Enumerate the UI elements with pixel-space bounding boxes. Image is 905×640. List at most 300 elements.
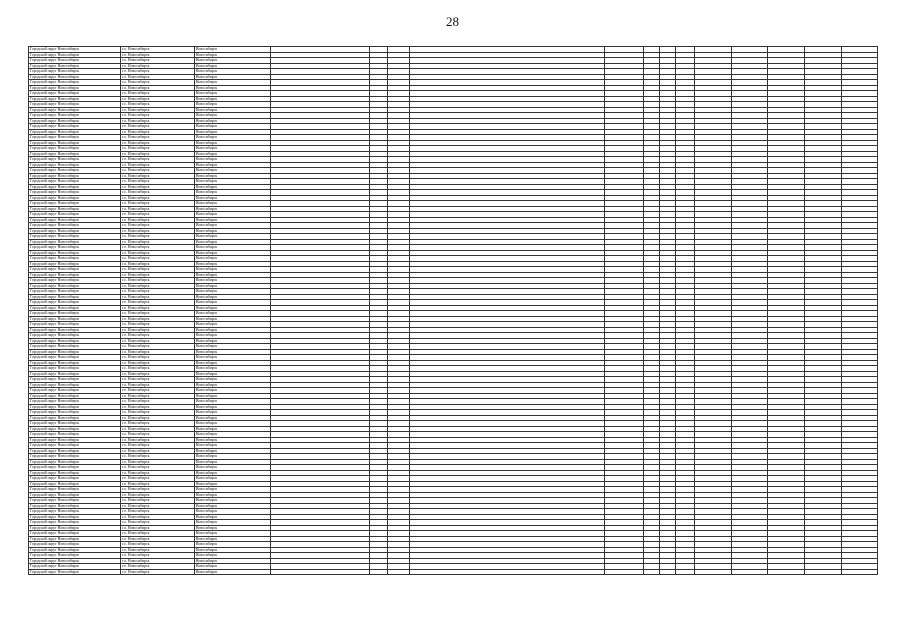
table-cell: Новосибирск [194, 91, 271, 97]
table-cell: Новосибирск [194, 432, 271, 438]
table-cell: Новосибирск [194, 245, 271, 251]
table-cell: г.о. Новосибирск [121, 118, 195, 124]
table-cell: Городской округ Новосибирск [29, 278, 121, 284]
table-cell: Городской округ Новосибирск [29, 250, 121, 256]
table-cell: Городской округ Новосибирск [29, 124, 121, 130]
table-cell: Городской округ Новосибирск [29, 239, 121, 245]
table-cell: г.о. Новосибирск [121, 184, 195, 190]
table-cell: г.о. Новосибирск [121, 129, 195, 135]
table-cell [604, 569, 643, 575]
table-cell: Новосибирск [194, 377, 271, 383]
table-cell: Новосибирск [194, 85, 271, 91]
table-cell: Новосибирск [194, 272, 271, 278]
table-cell: Городской округ Новосибирск [29, 245, 121, 251]
table-cell: Городской округ Новосибирск [29, 168, 121, 174]
table-cell: Городской округ Новосибирск [29, 179, 121, 185]
table-cell: Городской округ Новосибирск [29, 74, 121, 80]
table-cell: Новосибирск [194, 509, 271, 515]
table-cell: Городской округ Новосибирск [29, 360, 121, 366]
table-cell: Городской округ Новосибирск [29, 333, 121, 339]
table-cell: г.о. Новосибирск [121, 212, 195, 218]
table-cell: г.о. Новосибирск [121, 234, 195, 240]
table-cell: Городской округ Новосибирск [29, 542, 121, 548]
table-cell: Новосибирск [194, 146, 271, 152]
table-cell: Городской округ Новосибирск [29, 113, 121, 119]
table-cell [694, 569, 731, 575]
table-cell: Городской округ Новосибирск [29, 553, 121, 559]
table-cell: Городской округ Новосибирск [29, 355, 121, 361]
table-cell: г.о. Новосибирск [121, 470, 195, 476]
table-cell: Городской округ Новосибирск [29, 404, 121, 410]
table-cell: Городской округ Новосибирск [29, 525, 121, 531]
table-cell: Новосибирск [194, 476, 271, 482]
table-cell: г.о. Новосибирск [121, 316, 195, 322]
table-cell: Городской округ Новосибирск [29, 509, 121, 515]
table-cell: Новосибирск [194, 520, 271, 526]
table-cell: Городской округ Новосибирск [29, 267, 121, 273]
table-cell: Новосибирск [194, 190, 271, 196]
table-cell: Городской округ Новосибирск [29, 432, 121, 438]
table-cell: г.о. Новосибирск [121, 157, 195, 163]
table-cell: Новосибирск [194, 58, 271, 64]
table-cell: г.о. Новосибирск [121, 47, 195, 53]
table-cell: г.о. Новосибирск [121, 426, 195, 432]
table-cell: Новосибирск [194, 239, 271, 245]
table-cell: г.о. Новосибирск [121, 355, 195, 361]
table-cell: Городской округ Новосибирск [29, 140, 121, 146]
table-cell: г.о. Новосибирск [121, 179, 195, 185]
table-cell: г.о. Новосибирск [121, 459, 195, 465]
table-cell: Городской округ Новосибирск [29, 498, 121, 504]
table-cell: Новосибирск [194, 283, 271, 289]
table-cell: Новосибирск [194, 327, 271, 333]
table-cell: Новосибирск [194, 349, 271, 355]
table-cell: Новосибирск [194, 421, 271, 427]
table-cell: Городской округ Новосибирск [29, 443, 121, 449]
table-cell: Новосибирск [194, 553, 271, 559]
table-cell: Новосибирск [194, 113, 271, 119]
table-cell: Новосибирск [194, 289, 271, 295]
table-cell: Городской округ Новосибирск [29, 316, 121, 322]
table-cell: Новосибирск [194, 366, 271, 372]
table-cell: Новосибирск [194, 316, 271, 322]
table-cell [805, 569, 842, 575]
table-cell: Городской округ Новосибирск [29, 289, 121, 295]
table-cell: г.о. Новосибирск [121, 498, 195, 504]
table-cell: Новосибирск [194, 355, 271, 361]
table-cell: Городской округ Новосибирск [29, 52, 121, 58]
table-cell: г.о. Новосибирск [121, 146, 195, 152]
table-cell: Новосибирск [194, 228, 271, 234]
table-cell: Новосибирск [194, 393, 271, 399]
table-cell: Новосибирск [194, 487, 271, 493]
table-cell: Новосибирск [194, 168, 271, 174]
table-cell: Новосибирск [194, 52, 271, 58]
table-cell: Новосибирск [194, 201, 271, 207]
table-cell: г.о. Новосибирск [121, 322, 195, 328]
table-cell: Новосибирск [194, 124, 271, 130]
table-cell: Городской округ Новосибирск [29, 393, 121, 399]
table-cell: г.о. Новосибирск [121, 454, 195, 460]
table-cell: Городской округ Новосибирск [29, 547, 121, 553]
table-cell: Новосибирск [194, 470, 271, 476]
table-cell: Городской округ Новосибирск [29, 437, 121, 443]
table-cell: г.о. Новосибирск [121, 525, 195, 531]
table-cell: г.о. Новосибирск [121, 168, 195, 174]
table-cell: Городской округ Новосибирск [29, 465, 121, 471]
table-cell: Городской округ Новосибирск [29, 272, 121, 278]
table-cell: Городской округ Новосибирск [29, 481, 121, 487]
table-cell: г.о. Новосибирск [121, 283, 195, 289]
table-cell: г.о. Новосибирск [121, 294, 195, 300]
table-cell: Новосибирск [194, 382, 271, 388]
table-cell: Новосибирск [194, 399, 271, 405]
table-cell: Городской округ Новосибирск [29, 91, 121, 97]
table-cell [643, 569, 659, 575]
table-cell: г.о. Новосибирск [121, 190, 195, 196]
table-cell [660, 569, 676, 575]
page-number: 28 [446, 14, 459, 29]
table-cell: г.о. Новосибирск [121, 542, 195, 548]
table-cell: Новосибирск [194, 514, 271, 520]
table-cell: Новосибирск [194, 278, 271, 284]
table-cell [768, 569, 805, 575]
table-cell: г.о. Новосибирск [121, 162, 195, 168]
table-cell: г.о. Новосибирск [121, 558, 195, 564]
table-cell: Новосибирск [194, 564, 271, 570]
table-cell: г.о. Новосибирск [121, 503, 195, 509]
table-cell: Новосибирск [194, 63, 271, 69]
table-cell: г.о. Новосибирск [121, 102, 195, 108]
table-cell [369, 569, 387, 575]
table-cell: Городской округ Новосибирск [29, 382, 121, 388]
table-cell: Городской округ Новосибирск [29, 448, 121, 454]
table-cell: Новосибирск [194, 426, 271, 432]
table-cell: г.о. Новосибирск [121, 531, 195, 537]
table-cell: Новосибирск [194, 542, 271, 548]
table-cell: г.о. Новосибирск [121, 421, 195, 427]
table-cell: Новосибирск [194, 96, 271, 102]
table-cell: Городской округ Новосибирск [29, 371, 121, 377]
table-cell: Городской округ Новосибирск [29, 415, 121, 421]
table-cell: Новосибирск [194, 437, 271, 443]
table-cell: г.о. Новосибирск [121, 58, 195, 64]
table-cell: Новосибирск [194, 140, 271, 146]
table-cell: Новосибирск [194, 107, 271, 113]
table-cell: Новосибирск [194, 531, 271, 537]
table-cell: Новосибирск [194, 157, 271, 163]
table-cell: Городской округ Новосибирск [29, 228, 121, 234]
table-cell: Новосибирск [194, 74, 271, 80]
table-cell: Городской округ Новосибирск [29, 294, 121, 300]
table-cell: г.о. Новосибирск [121, 382, 195, 388]
table-cell: Новосибирск [194, 344, 271, 350]
table-cell: Новосибирск [194, 261, 271, 267]
table-cell: Новосибирск [194, 410, 271, 416]
table-cell: г.о. Новосибирск [121, 140, 195, 146]
table-cell: г.о. Новосибирск [121, 536, 195, 542]
table-cell: Городской округ Новосибирск [29, 201, 121, 207]
table-cell: г.о. Новосибирск [121, 514, 195, 520]
table-cell: Новосибирск [194, 360, 271, 366]
table-cell: Городской округ Новосибирск [29, 146, 121, 152]
table-cell: Городской округ Новосибирск [29, 470, 121, 476]
table-cell: г.о. Новосибирск [121, 344, 195, 350]
table-cell: г.о. Новосибирск [121, 476, 195, 482]
table-cell: г.о. Новосибирск [121, 432, 195, 438]
table-cell: Городской округ Новосибирск [29, 327, 121, 333]
table-cell: г.о. Новосибирск [121, 305, 195, 311]
table-cell: г.о. Новосибирск [121, 300, 195, 306]
table-cell: Новосибирск [194, 305, 271, 311]
table-cell: Новосибирск [194, 525, 271, 531]
table-cell: г.о. Новосибирск [121, 69, 195, 75]
table-cell: Городской округ Новосибирск [29, 377, 121, 383]
table-cell: Городской округ Новосибирск [29, 162, 121, 168]
table-cell: Новосибирск [194, 179, 271, 185]
table-cell: г.о. Новосибирск [121, 63, 195, 69]
table-cell: Новосибирск [194, 443, 271, 449]
table-cell: Новосибирск [194, 459, 271, 465]
table-cell: Городской округ Новосибирск [29, 283, 121, 289]
table-cell: Городской округ Новосибирск [29, 536, 121, 542]
table-cell: г.о. Новосибирск [121, 195, 195, 201]
table-cell: Новосибирск [194, 234, 271, 240]
table-cell: Новосибирск [194, 415, 271, 421]
table-cell: г.о. Новосибирск [121, 124, 195, 130]
table-cell: г.о. Новосибирск [121, 267, 195, 273]
table-cell: г.о. Новосибирск [121, 151, 195, 157]
table-cell: Новосибирск [194, 481, 271, 487]
table-cell: г.о. Новосибирск [121, 553, 195, 559]
table-cell: г.о. Новосибирск [121, 80, 195, 86]
table-cell: Новосибирск [194, 206, 271, 212]
table-cell: г.о. Новосибирск [121, 410, 195, 416]
table-cell: г.о. Новосибирск [121, 333, 195, 339]
table-cell: Городской округ Новосибирск [29, 135, 121, 141]
table-cell: Городской округ Новосибирск [29, 531, 121, 537]
table-cell: Новосибирск [194, 404, 271, 410]
table-cell: Городской округ Новосибирск [29, 410, 121, 416]
table-cell: Новосибирск [194, 558, 271, 564]
table-cell: г.о. Новосибирск [121, 399, 195, 405]
table-cell: Новосибирск [194, 311, 271, 317]
table-cell: г.о. Новосибирск [121, 487, 195, 493]
table-cell: Городской округ Новосибирск [29, 564, 121, 570]
table-cell: Новосибирск [194, 69, 271, 75]
table-cell: Новосибирск [194, 173, 271, 179]
table-cell: г.о. Новосибирск [121, 547, 195, 553]
table-cell: Новосибирск [194, 371, 271, 377]
table-cell: Городской округ Новосибирск [29, 459, 121, 465]
table-cell: Новосибирск [194, 223, 271, 229]
table-cell: г.о. Новосибирск [121, 569, 195, 575]
table-cell: г.о. Новосибирск [121, 349, 195, 355]
table-cell: Новосибирск [194, 256, 271, 262]
table-cell: Городской округ Новосибирск [29, 421, 121, 427]
table-cell: г.о. Новосибирск [121, 289, 195, 295]
table-cell: г.о. Новосибирск [121, 223, 195, 229]
table-cell: г.о. Новосибирск [121, 113, 195, 119]
table-cell: Городской округ Новосибирск [29, 349, 121, 355]
table-cell: г.о. Новосибирск [121, 520, 195, 526]
table-cell: г.о. Новосибирск [121, 91, 195, 97]
table-cell: Городской округ Новосибирск [29, 58, 121, 64]
table-cell: Городской округ Новосибирск [29, 206, 121, 212]
table-cell: Городской округ Новосибирск [29, 151, 121, 157]
table-cell: г.о. Новосибирск [121, 415, 195, 421]
table-cell: г.о. Новосибирск [121, 371, 195, 377]
table-cell: Городской округ Новосибирск [29, 195, 121, 201]
table-cell: Городской округ Новосибирск [29, 173, 121, 179]
table-cell: г.о. Новосибирск [121, 388, 195, 394]
table-cell: Городской округ Новосибирск [29, 514, 121, 520]
table-row [29, 569, 878, 575]
table-cell: г.о. Новосибирск [121, 206, 195, 212]
table-cell: Городской округ Новосибирск [29, 129, 121, 135]
table-cell: г.о. Новосибирск [121, 256, 195, 262]
table-cell: Городской округ Новосибирск [29, 102, 121, 108]
table-cell: Городской округ Новосибирск [29, 454, 121, 460]
table-cell: Новосибирск [194, 569, 271, 575]
table-cell [731, 569, 768, 575]
table-cell [676, 569, 694, 575]
table-cell: Новосибирск [194, 547, 271, 553]
table-cell: Городской округ Новосибирск [29, 234, 121, 240]
table-cell: г.о. Новосибирск [121, 338, 195, 344]
table-cell: Городской округ Новосибирск [29, 322, 121, 328]
table-cell: г.о. Новосибирск [121, 261, 195, 267]
table-cell: г.о. Новосибирск [121, 74, 195, 80]
table-cell: Городской округ Новосибирск [29, 184, 121, 190]
table-cell: Городской округ Новосибирск [29, 311, 121, 317]
table-cell: Новосибирск [194, 80, 271, 86]
table-cell: г.о. Новосибирск [121, 393, 195, 399]
table-cell: Новосибирск [194, 454, 271, 460]
table-cell: Городской округ Новосибирск [29, 256, 121, 262]
table-cell: Городской округ Новосибирск [29, 487, 121, 493]
data-table [28, 46, 878, 575]
table-cell: г.о. Новосибирск [121, 443, 195, 449]
table-cell: г.о. Новосибирск [121, 272, 195, 278]
table-cell: г.о. Новосибирск [121, 327, 195, 333]
table-cell: Новосибирск [194, 47, 271, 53]
table-cell: Городской округ Новосибирск [29, 69, 121, 75]
table-cell: Городской округ Новосибирск [29, 569, 121, 575]
table-cell: г.о. Новосибирск [121, 311, 195, 317]
table-cell: Городской округ Новосибирск [29, 305, 121, 311]
table-cell: Городской округ Новосибирск [29, 63, 121, 69]
table-cell: Новосибирск [194, 388, 271, 394]
table-cell: Новосибирск [194, 492, 271, 498]
table-cell: Новосибирск [194, 503, 271, 509]
table-cell: г.о. Новосибирск [121, 360, 195, 366]
table-cell: Городской округ Новосибирск [29, 190, 121, 196]
table-cell: Городской округ Новосибирск [29, 223, 121, 229]
table-cell: г.о. Новосибирск [121, 448, 195, 454]
table-cell: Городской округ Новосибирск [29, 492, 121, 498]
table-cell: Новосибирск [194, 151, 271, 157]
data-table-container [28, 46, 878, 606]
table-cell: Новосибирск [194, 536, 271, 542]
table-cell: г.о. Новосибирск [121, 245, 195, 251]
table-cell: Городской округ Новосибирск [29, 300, 121, 306]
table-cell: Городской округ Новосибирск [29, 107, 121, 113]
table-cell: Городской округ Новосибирск [29, 388, 121, 394]
table-cell: г.о. Новосибирск [121, 201, 195, 207]
table-cell: Новосибирск [194, 212, 271, 218]
table-cell: Городской округ Новосибирск [29, 96, 121, 102]
table-cell: Новосибирск [194, 338, 271, 344]
table-cell: Городской округ Новосибирск [29, 520, 121, 526]
table-cell: Новосибирск [194, 195, 271, 201]
table-cell: Городской округ Новосибирск [29, 344, 121, 350]
table-cell: Городской округ Новосибирск [29, 118, 121, 124]
table-cell: г.о. Новосибирск [121, 107, 195, 113]
table-cell: г.о. Новосибирск [121, 481, 195, 487]
table-cell [271, 569, 369, 575]
table-cell: г.о. Новосибирск [121, 437, 195, 443]
table-cell: Новосибирск [194, 322, 271, 328]
table-cell: Городской округ Новосибирск [29, 80, 121, 86]
table-cell: г.о. Новосибирск [121, 278, 195, 284]
table-cell: Новосибирск [194, 162, 271, 168]
table-cell: Городской округ Новосибирск [29, 426, 121, 432]
table-cell: Новосибирск [194, 129, 271, 135]
table-cell: Новосибирск [194, 135, 271, 141]
table-cell: Городской округ Новосибирск [29, 399, 121, 405]
table-cell: Городской округ Новосибирск [29, 558, 121, 564]
table-cell: г.о. Новосибирск [121, 465, 195, 471]
table-cell: Городской округ Новосибирск [29, 503, 121, 509]
table-cell [842, 569, 878, 575]
table-cell: Городской округ Новосибирск [29, 261, 121, 267]
table-body [29, 47, 878, 575]
table-cell: г.о. Новосибирск [121, 564, 195, 570]
table-cell: Новосибирск [194, 184, 271, 190]
table-cell: Новосибирск [194, 498, 271, 504]
table-cell: г.о. Новосибирск [121, 250, 195, 256]
table-cell: Городской округ Новосибирск [29, 476, 121, 482]
table-cell: Городской округ Новосибирск [29, 47, 121, 53]
table-cell: г.о. Новосибирск [121, 228, 195, 234]
table-cell: г.о. Новосибирск [121, 492, 195, 498]
table-cell: г.о. Новосибирск [121, 52, 195, 58]
table-cell: г.о. Новосибирск [121, 239, 195, 245]
table-cell: г.о. Новосибирск [121, 173, 195, 179]
table-cell: Городской округ Новосибирск [29, 366, 121, 372]
table-cell: Новосибирск [194, 465, 271, 471]
table-cell: г.о. Новосибирск [121, 217, 195, 223]
table-cell: Новосибирск [194, 102, 271, 108]
table-cell: г.о. Новосибирск [121, 366, 195, 372]
table-cell: г.о. Новосибирск [121, 96, 195, 102]
table-cell: г.о. Новосибирск [121, 135, 195, 141]
table-cell: Новосибирск [194, 300, 271, 306]
table-cell: г.о. Новосибирск [121, 377, 195, 383]
table-cell: Новосибирск [194, 250, 271, 256]
table-cell [410, 569, 604, 575]
table-cell [387, 569, 410, 575]
table-cell: Городской округ Новосибирск [29, 85, 121, 91]
table-cell: г.о. Новосибирск [121, 509, 195, 515]
table-cell: Новосибирск [194, 267, 271, 273]
table-cell: Новосибирск [194, 217, 271, 223]
table-cell: Новосибирск [194, 333, 271, 339]
table-cell: Городской округ Новосибирск [29, 157, 121, 163]
table-cell: Городской округ Новосибирск [29, 217, 121, 223]
table-cell: г.о. Новосибирск [121, 404, 195, 410]
